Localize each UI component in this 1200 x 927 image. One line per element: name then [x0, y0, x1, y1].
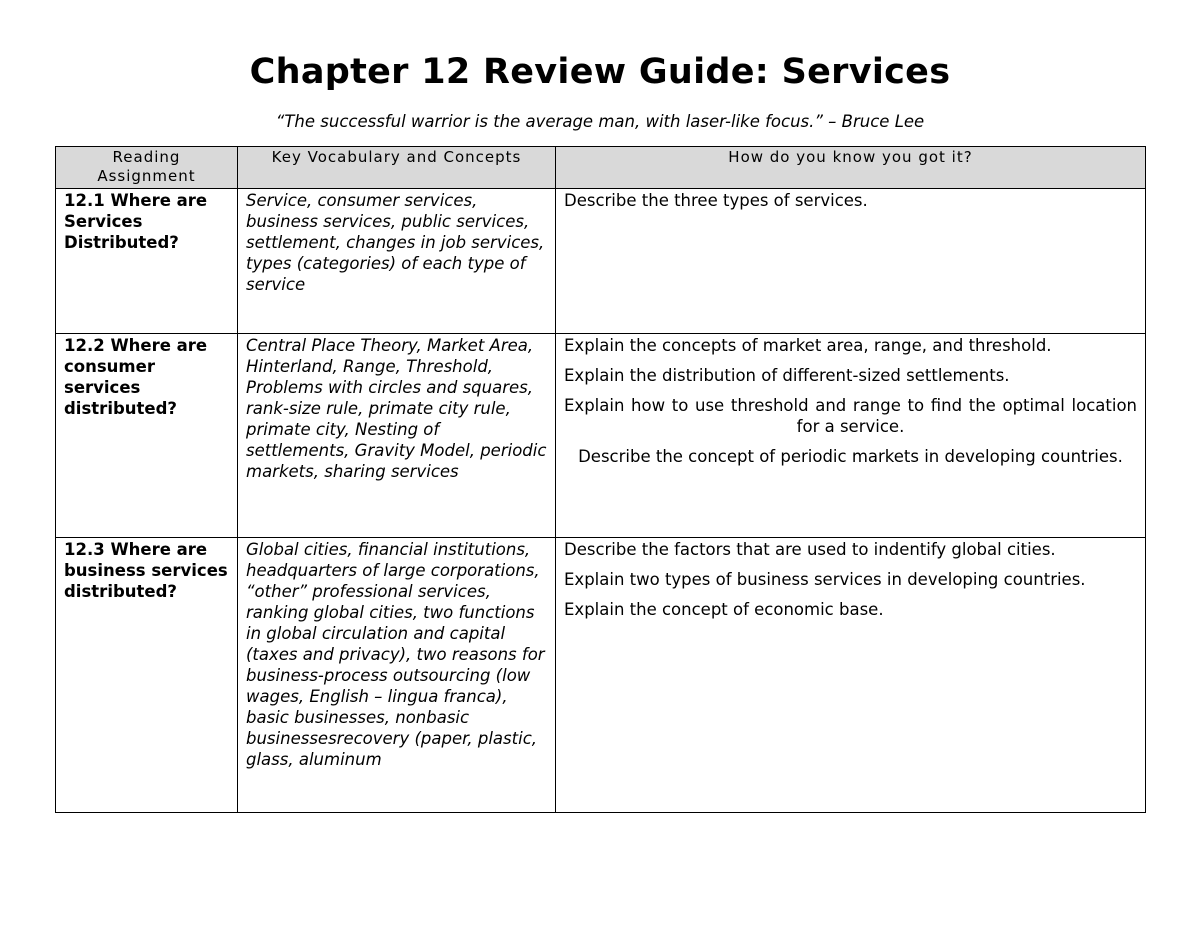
tasks-cell [556, 189, 1146, 334]
vocabulary-cell: Global cities, financial institutions, headquarters of large corporations, “other” professional services, ranking global cities, two functions in global circulation and capital (taxes and privacy), two reasons for business-process outsourcing (low wages, English – lingua franca), basic businesses, nonbasic businessesrecovery (paper, plastic, glass, aluminum [238, 538, 556, 813]
vocabulary-cell: Central Place Theory, Market Area, Hinterland, Range, Threshold, Problems with circles and squares, rank-size rule, primate city rule, primate city, Nesting of settlements, Gravity Model, periodic markets, sharing services [238, 334, 556, 538]
tasks-cell [556, 538, 1146, 813]
reading-assignment-cell: 12.2 Where are consumer services distributed? [56, 334, 238, 538]
header-how-do-you-know: How do you know you got it? [556, 147, 1146, 189]
header-reading-assignment: Reading Assignment [56, 147, 238, 189]
vocabulary-cell: Service, consumer services, business services, public services, settlement, changes in job services, types (categories) of each type of service [238, 189, 556, 334]
task-item: Describe the concept of periodic markets in developing countries. [578, 447, 1123, 466]
header-key-vocabulary: Key Vocabulary and Concepts [238, 147, 556, 189]
task-item: Explain the distribution of different-sized settlements. [564, 366, 1010, 385]
table-row [56, 189, 1146, 334]
tasks-cell [556, 334, 1146, 538]
reading-assignment-cell: 12.3 Where are business services distributed? [56, 538, 238, 813]
task-item: Explain two types of business services in developing countries. [564, 570, 1086, 589]
task-item: Explain the concept of economic base. [564, 600, 884, 619]
review-table [55, 146, 1146, 813]
reading-assignment-cell: 12.1 Where are Services Distributed? [56, 189, 238, 334]
table-header-row [56, 147, 1146, 189]
page-title: Chapter 12 Review Guide: Services [249, 52, 951, 92]
quote: “The successful warrior is the average man, with laser-like focus.” – Bruce Lee [275, 112, 925, 131]
table-row [56, 538, 1146, 813]
task-item: Describe the factors that are used to indentify global cities. [564, 540, 1056, 559]
task-item: Explain how to use threshold and range to find the optimal location for a service. [564, 396, 1137, 436]
table-row [56, 334, 1146, 538]
task-item: Describe the three types of services. [564, 191, 868, 210]
task-item: Explain the concepts of market area, range, and threshold. [564, 336, 1052, 355]
